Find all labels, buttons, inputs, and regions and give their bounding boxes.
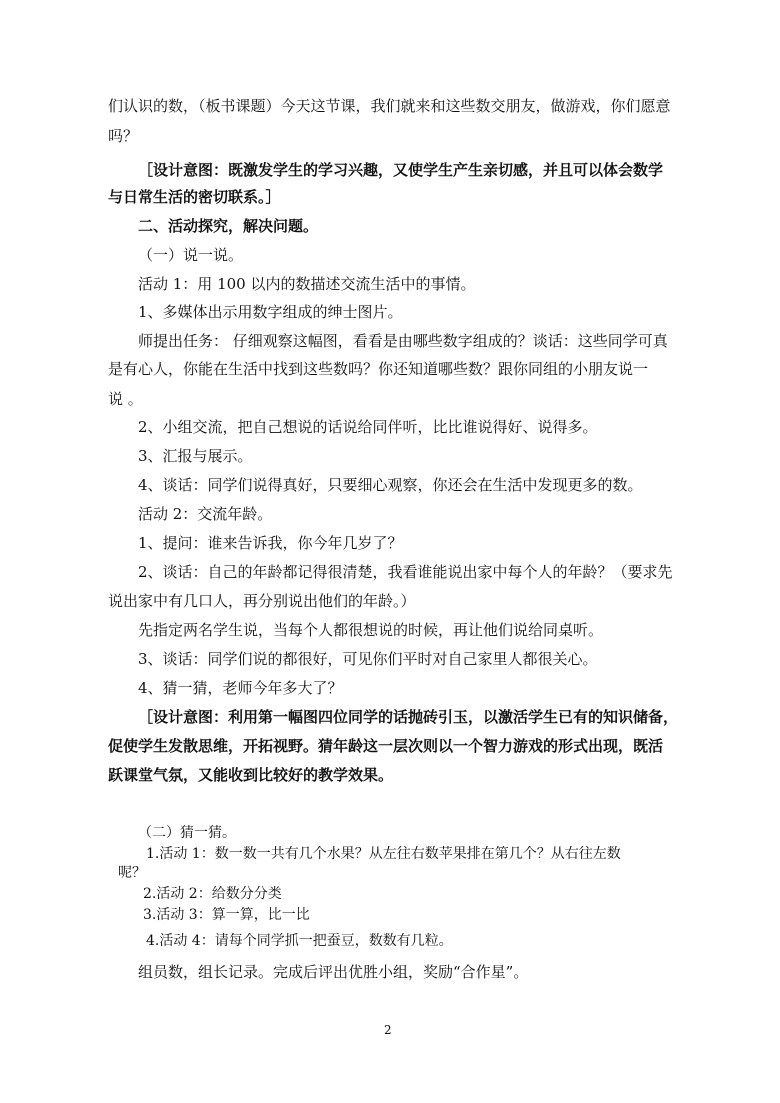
text-line: 们认识的数，（板书课题）今天这节课，我们就来和这些数交朋友，做游戏，你们愿意 <box>108 97 671 115</box>
text-line: 说出家中有几口人，再分别说出他们的年龄。） <box>108 592 416 610</box>
text-line: 活动 1：用 100 以内的数描述交流生活中的事情。 <box>138 275 476 293</box>
text-line: 1、提问：谁来告诉我，你今年几岁了？ <box>138 534 403 552</box>
text-line: 先指定两名学生说，当每个人都很想说的时候，再让他们说给同桌听。 <box>138 621 604 639</box>
text-line: 3.活动 3：算一算，比一比 <box>143 907 310 923</box>
text-line: 1.活动 1：数一数一共有几个水果？从左往右数苹果排在第几个？从右往左数 <box>146 846 621 862</box>
text-line: 师提出任务： 仔细观察这幅图，看看是由哪些数字组成的？谈话：这些同学可真 <box>138 332 668 350</box>
text-line: 4、猜一猜，老师今年多大了？ <box>138 679 343 697</box>
text-line: 组员数，组长记录。完成后评出优胜小组，奖励“合作星”。 <box>138 963 529 981</box>
text-line: 2、谈话：自己的年龄都记得很清楚，我看谁能说出家中每个人的年龄？（要求先 <box>138 563 673 581</box>
text-line: 是有心人，你能在生活中找到这些数吗？你还知道哪些数？跟你同组的小朋友说一 <box>108 360 649 378</box>
text-line: 说 。 <box>108 390 143 408</box>
subsection-heading: （二）猜一猜。 <box>138 825 236 841</box>
text-line: 4、谈话：同学们说得真好，只要细心观察，你还会在生活中发现更多的数。 <box>138 476 643 494</box>
text-line: 2.活动 2：给数分分类 <box>143 886 282 902</box>
design-intent-line: ［设计意图：既激发学生的学习兴趣，又使学生产生亲切感，并且可以体会数学 <box>138 161 664 179</box>
design-intent-line: 跃课堂气氛，又能收到比较好的教学效果。 <box>108 766 394 784</box>
design-intent-line: 促使学生发散思维，开拓视野。猜年龄这一层次则以一个智力游戏的形式出现，既活 <box>108 737 664 755</box>
text-line: 2、小组交流，把自己想说的话说给同伴听，比比谁说得好、说得多。 <box>138 418 598 436</box>
text-line: 1、多媒体出示用数字组成的绅士图片。 <box>138 303 403 321</box>
text-line: 3、汇报与展示。 <box>138 447 253 465</box>
section-heading: 二、活动探究，解决问题。 <box>138 217 319 235</box>
text-line: 吗？ <box>108 127 139 145</box>
design-intent-line: ［设计意图：利用第一幅图四位同学的话抛砖引玉，以激活学生已有的知识储备， <box>138 708 679 726</box>
text-line: 活动 2：交流年龄。 <box>138 505 273 523</box>
text-line: 4.活动 4：请每个同学抓一把蚕豆，数数有几粒。 <box>146 933 453 949</box>
subsection-heading: （一）说一说。 <box>138 246 244 264</box>
text-line: 呢？ <box>118 865 146 881</box>
design-intent-line: 与日常生活的密切联系。］ <box>108 188 281 206</box>
text-line: 3、谈话：同学们说的都很好，可见你们平时对自己家里人都很关心。 <box>138 650 598 668</box>
page-number: 2 <box>384 1023 392 1037</box>
